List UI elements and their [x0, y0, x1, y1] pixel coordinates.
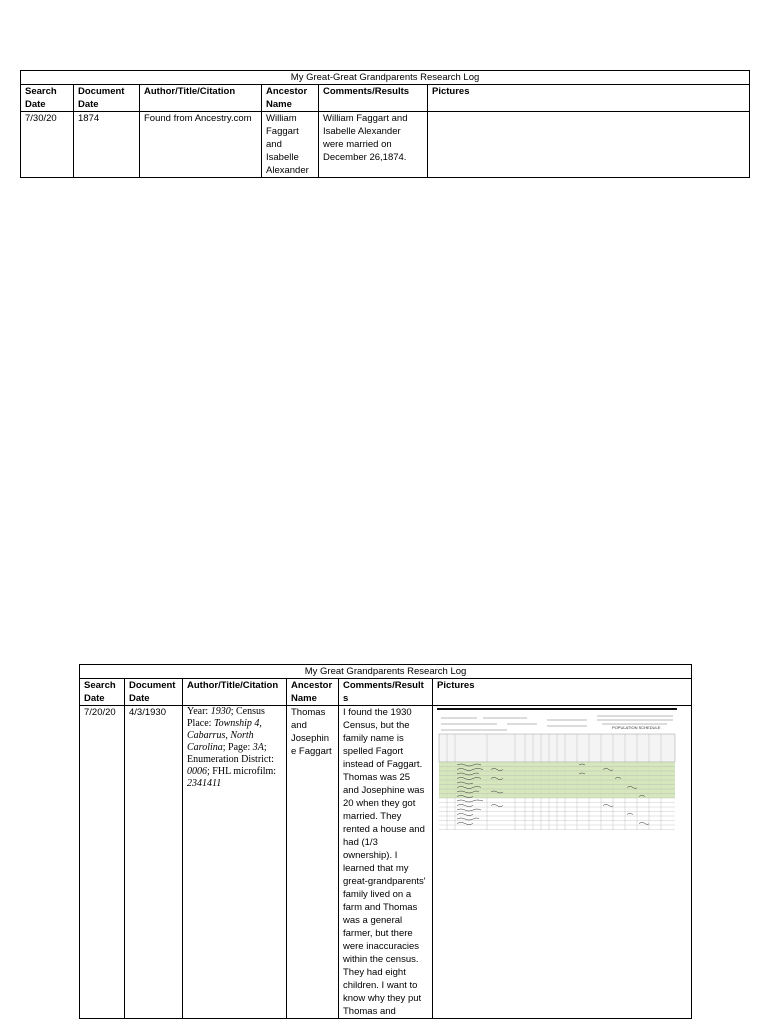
header-row	[80, 679, 692, 706]
table-row	[80, 706, 692, 1019]
header-citation: Author/Title/Citation	[140, 85, 262, 112]
citation-place: Township 4, Cabarrus, North Carolina	[187, 718, 262, 753]
table-row	[21, 112, 750, 178]
header-comments: Comments/Results	[339, 679, 433, 706]
header-pictures: Pictures	[428, 85, 750, 112]
cell-citation: Year: 1930; Census Place: Township 4, Cabarrus, North Carolina; Page: 3A; Enumeration District: 0006; FHL microfilm: 2341411	[183, 706, 287, 1019]
citation-page-label: Page:	[228, 742, 251, 753]
citation-film: 2341411	[187, 778, 222, 789]
research-log-great-great-grandparents	[20, 70, 750, 178]
cell-pictures	[428, 112, 750, 178]
citation-page: 3A	[252, 742, 264, 753]
citation-place-label: Census Place:	[187, 706, 265, 729]
table-title: My Great-Great Grandparents Research Log	[21, 71, 750, 85]
census-document-image	[437, 708, 677, 836]
header-search-date: Search Date	[21, 85, 74, 112]
citation-district-label: Enumeration District:	[187, 754, 274, 765]
cell-pictures	[433, 706, 692, 1019]
citation-district: 0006	[187, 766, 207, 777]
cell-document-date: 1874	[74, 112, 140, 178]
cell-comments: William Faggart and Isabelle Alexander were married on December 26,1874.	[319, 112, 428, 178]
svg-text:POPULATION SCHEDULE: POPULATION SCHEDULE	[612, 725, 661, 730]
header-citation: Author/Title/Citation	[183, 679, 287, 706]
header-ancestor-name: Ancestor Name	[287, 679, 339, 706]
header-document-date: Document Date	[125, 679, 183, 706]
citation-year-label: Year:	[187, 706, 209, 717]
header-comments: Comments/Results	[319, 85, 428, 112]
cell-ancestor-name: William Faggart and Isabelle Alexander	[262, 112, 319, 178]
cell-search-date: 7/30/20	[21, 112, 74, 178]
header-search-date: Search Date	[80, 679, 125, 706]
research-log-great-grandparents	[79, 664, 692, 1019]
header-document-date: Document Date	[74, 85, 140, 112]
table-title: My Great Grandparents Research Log	[80, 665, 692, 679]
cell-document-date: 4/3/1930	[125, 706, 183, 1019]
cell-citation: Found from Ancestry.com	[140, 112, 262, 178]
cell-ancestor-name: Thomas and Josephine Faggart	[287, 706, 339, 1019]
cell-comments: I found the 1930 Census, but the family name is spelled Fagort instead of Faggart. Thomas was 25 and Josephine was 20 when they got married. They rented a house and had (1/3 ownership). I learned that my great-grandparents' family lived on a farm and Thomas was a general farmer, but there were inaccuracies within the census. They had eight children. I want to know why they put Thomas and	[339, 706, 433, 1019]
header-ancestor-name: Ancestor Name	[262, 85, 319, 112]
header-pictures: Pictures	[433, 679, 692, 706]
cell-search-date: 7/20/20	[80, 706, 125, 1019]
citation-film-label: FHL microfilm:	[212, 766, 277, 777]
citation-year: 1930	[210, 706, 231, 717]
header-row	[21, 85, 750, 112]
